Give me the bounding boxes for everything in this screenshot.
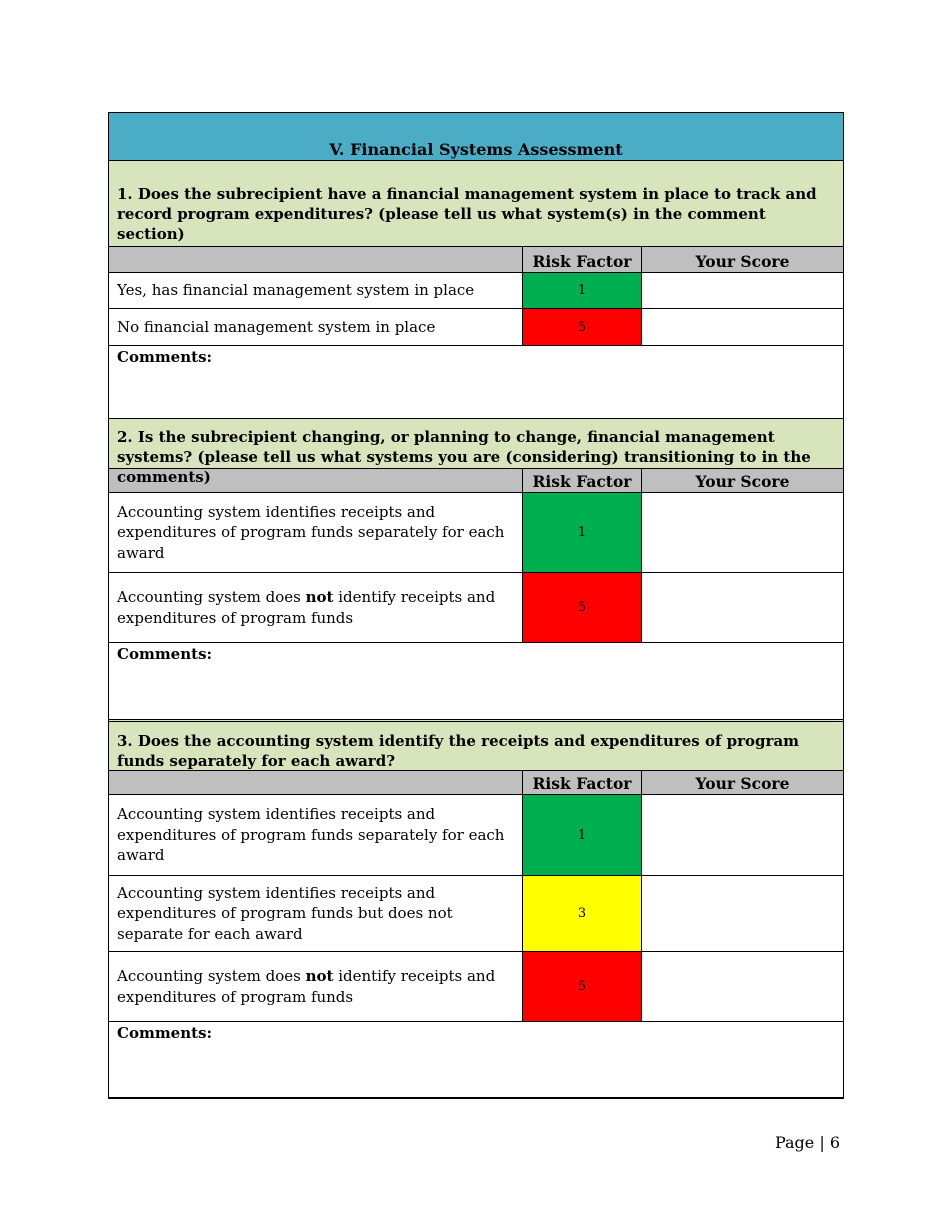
page-number: Page | 6: [774, 1133, 840, 1152]
risk-factor-value: 5: [523, 309, 642, 345]
comments-label: Comments:: [117, 348, 213, 366]
option-text: Yes, has financial management system in place: [109, 273, 523, 308]
header-blank: [109, 469, 523, 492]
risk-factor-header: Risk Factor: [523, 469, 642, 492]
your-score-header: Your Score: [695, 252, 790, 271]
section-title: [109, 113, 843, 160]
option-text-emphasis: not: [305, 588, 334, 606]
table-row: [109, 951, 843, 1021]
risk-factor-value: 1: [523, 273, 642, 308]
risk-factor-value: 3: [523, 876, 642, 951]
option-text: Accounting system identifies receipts and expenditures of program funds separately for each award: [109, 493, 523, 572]
risk-factor-value: 1: [523, 795, 642, 875]
your-score-input[interactable]: [642, 493, 843, 572]
table-row: [109, 875, 843, 951]
comments-box[interactable]: [109, 345, 843, 418]
table-row: [109, 794, 843, 875]
option-text: [109, 573, 523, 642]
option-text-part: Accounting system does: [117, 967, 306, 985]
risk-factor-header: Risk Factor: [523, 771, 642, 794]
question-2-header-row: [109, 468, 843, 492]
question-3-header-row: [109, 770, 843, 794]
risk-factor-value: 5: [523, 573, 642, 642]
risk-factor-value: 1: [523, 493, 642, 572]
your-score-input[interactable]: [642, 795, 843, 875]
question-2: 2. Is the subrecipient changing, or planning to change, financial management systems? (please tell us what systems you are (considering) transitioning to in the: [109, 418, 843, 468]
option-text: Accounting system identifies receipts and expenditures of program funds separately for each award: [109, 795, 523, 875]
your-score-input[interactable]: [642, 309, 843, 345]
option-text-emphasis: not: [305, 967, 334, 985]
comments-label: Comments:: [117, 1024, 213, 1042]
section-title-text: V. Financial Systems Assessment: [329, 140, 623, 159]
table-row: [109, 572, 843, 642]
financial-systems-assessment-form: [108, 112, 844, 1099]
question-1: 1. Does the subrecipient have a financial management system in place to track and record program expenditures? (please tell us what system(s) in the comment section): [109, 160, 843, 246]
table-row: [109, 492, 843, 572]
option-text: Accounting system identifies receipts and expenditures of program funds but does not separate for each award: [109, 876, 523, 951]
your-score-input[interactable]: [642, 952, 843, 1021]
risk-factor-value: 5: [523, 952, 642, 1021]
comments-label: Comments:: [117, 645, 213, 663]
your-score-input[interactable]: [642, 573, 843, 642]
table-row: [109, 308, 843, 345]
option-text-part: identify receipts and expenditures of program funds: [117, 967, 496, 1006]
your-score-input[interactable]: [642, 273, 843, 308]
option-text: [109, 952, 523, 1021]
risk-factor-header: Risk Factor: [523, 247, 642, 272]
option-text: No financial management system in place: [109, 309, 523, 345]
your-score-input[interactable]: [642, 876, 843, 951]
option-text-part: Accounting system does: [117, 588, 306, 606]
your-score-header: Your Score: [695, 774, 790, 793]
header-blank: [109, 771, 523, 794]
your-score-header: Your Score: [695, 472, 790, 491]
table-row: [109, 272, 843, 308]
question-3: 3. Does the accounting system identify the receipts and expenditures of program funds separately for each award?: [109, 719, 843, 770]
option-text-part: identify receipts and expenditures of program funds: [117, 588, 496, 627]
comments-box[interactable]: [109, 642, 843, 719]
question-1-header-row: [109, 246, 843, 272]
header-blank: [109, 247, 523, 272]
comments-box[interactable]: [109, 1021, 843, 1097]
